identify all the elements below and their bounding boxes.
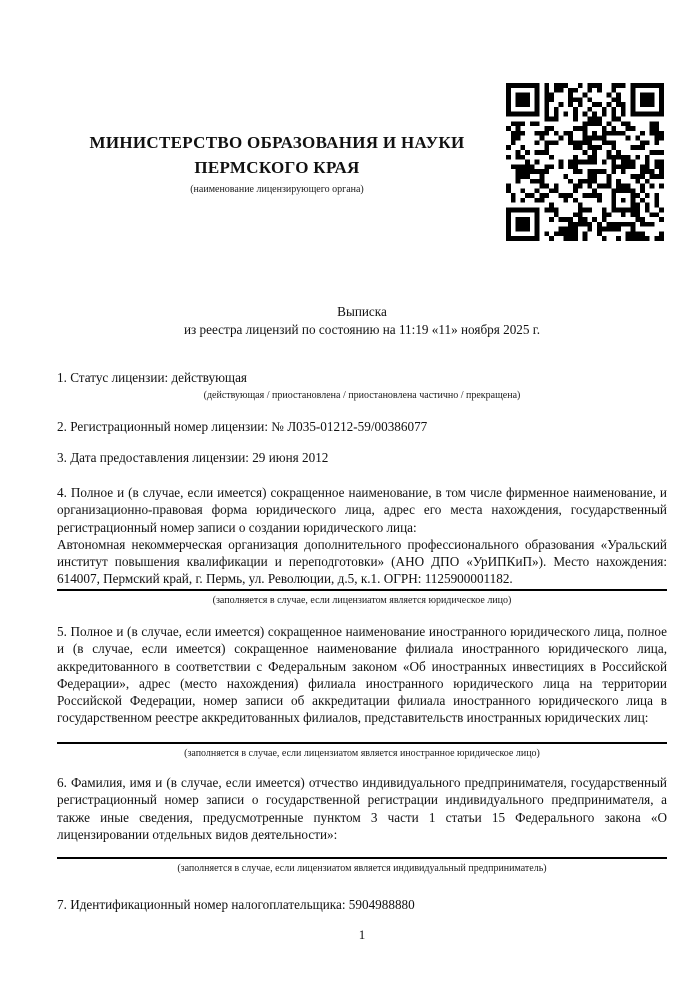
individual-entrepreneur-label: 6. Фамилия, имя и (в случае, если имеется) отчество индивидуального предпринимателя, государственный регистрационный номер записи о государственной регистрации индивидуального предпринимателя, а также иные сведения, предусмотренные пунктом 3 части 1 статьи 15 Федерального закона «О лицензировании отдельных видов деятельности»: [57, 775, 667, 842]
title-line2: из реестра лицензий по состоянию на 11:19 «11» ноября 2025 г. [183, 322, 541, 337]
legal-entity-label: 4. Полное и (в случае, если имеется) сокращенное наименование, в том числе фирменное наименование, и организационно-правовая форма юридического лица, адрес его места нахождения, государственный регистрационный номер записи о создании юридического лица: [57, 485, 667, 535]
legal-entity-note: (заполняется в случае, если лицензиатом является юридическое лицо) [212, 594, 512, 606]
foreign-entity-label: 5. Полное и (в случае, если имеется) сокращенное наименование иностранного юридического лица, полное и (в случае, если имеется) сокращенное наименование филиала иностранного юридического лица, аккредитованного в соответствии с Федеральным законом «Об иностранных инвестициях в Российской Федерации», адрес (место нахождения) филиала иностранного юридического лица на территории Российской Федерации, номер записи об аккредитации филиала иностранного юридического лица в государственном реестре аккредитованных филиалов, представительств иностранных юридических лиц: [57, 624, 667, 726]
fill-line [57, 589, 667, 591]
license-status-note: (действующая / приостановлена / приостановлена частично / прекращена) [203, 390, 521, 402]
individual-entrepreneur-note: (заполняется в случае, если лицензиатом является индивидуальный предприниматель) [177, 863, 547, 875]
field-individual-entrepreneur [57, 774, 667, 875]
title-line1: Выписка [337, 304, 387, 319]
foreign-entity-note: (заполняется в случае, если лицензиатом является иностранное юридическое лицо) [184, 747, 540, 759]
qr-code-icon [506, 83, 664, 241]
field-legal-entity [57, 484, 667, 607]
license-grant-date-text: 3. Дата предоставления лицензии: 29 июня 2012 [57, 450, 329, 465]
field-registration-number [57, 418, 667, 435]
legal-entity-value: Автономная некоммерческая организация дополнительного профессионального образования «Уральский институт повышения квалификации и переподготовки» (АНО ДПО «УрИПКиП»). Место нахождения: 614007, Пермский край, г. Пермь, ул. Революции, д.5, к.1. ОГРН: 1125900001182. [57, 536, 667, 587]
field-license-status [57, 369, 667, 402]
fill-line [57, 742, 667, 744]
field-foreign-entity [57, 623, 667, 760]
field-license-grant-date [57, 449, 667, 466]
document-title [57, 303, 667, 339]
fill-line [57, 857, 667, 859]
page-number: 1 [358, 927, 366, 942]
ministry-name-line2: ПЕРМСКОГО КРАЯ [194, 158, 360, 177]
licensing-authority-header [57, 130, 497, 196]
field-taxpayer-id [57, 896, 667, 913]
taxpayer-id-text: 7. Идентификационный номер налогоплательщика: 5904988880 [57, 897, 415, 912]
registration-number-text: 2. Регистрационный номер лицензии: № Л035-01212-59/00386077 [57, 419, 428, 434]
authority-caption: (наименование лицензирующего органа) [190, 184, 364, 195]
license-status-text: 1. Статус лицензии: действующая [57, 370, 248, 385]
ministry-name-line1: МИНИСТЕРСТВО ОБРАЗОВАНИЯ И НАУКИ [89, 133, 465, 152]
